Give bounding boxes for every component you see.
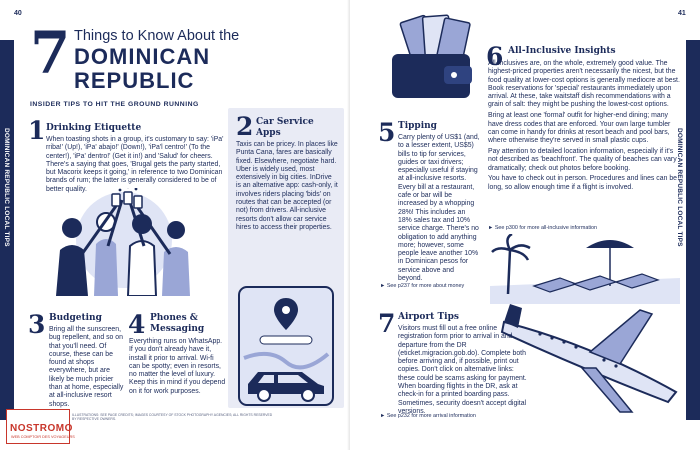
side-tab-text-right: DOMINICAN REPUBLIC LOCAL TIPS — [676, 128, 683, 247]
beach-loungers-illustration — [490, 234, 680, 304]
page-title-line1: Things to Know About the — [74, 28, 240, 44]
section-1-title: Drinking Etiquette — [46, 123, 142, 133]
section-6-paragraph-1: All-inclusives are, on the whole, extremely good value. The highest-priced properties aren't necessarily the nicest, but the food quality at lower-cost options is generally mediocre at best. Book reservations for 'special' restaurants immediately upon arrival. At these, take waitstaff dish recommendations with a grain of salt: they might be pushing the lowest-cost options. — [488, 60, 680, 109]
section-6-text — [488, 60, 680, 194]
section-4-title-line2: Messaging — [150, 324, 205, 334]
section-7-number: 7 — [378, 309, 396, 338]
side-tab-right — [686, 40, 700, 420]
section-5-text: Carry plenty of US$1 (and, to a lesser extent, US$5) bills to tip for services, guides or taxi drivers; especially useful if staying at all-inclusive resorts. Every bill at a restaurant, cafe or bar will be increased by a whopping 28%! This includes an 18% sales tax and 10% service charge. There's no obligation to add anything more; however, some people leave another 10% in Dominican pesos for service above and beyond. — [398, 134, 480, 283]
watermark-logo — [6, 409, 75, 444]
wallet-illustration — [388, 14, 478, 100]
section-2-title-line1: Car Service — [256, 117, 314, 127]
section-3-text: Bring all the sunscreen, bug repellent, and so on that you'll need. Of course, these can be found at shops everywhere, but are likely be much pricier than at home, especially at all-inclusive resort shops. — [49, 326, 124, 408]
watermark-tagline: WEB COMPTOIR DES VOYAGEURS — [11, 435, 75, 439]
section-4-text: Everything runs on WhatsApp. If you don't already have it, install it prior to arrival. Wi-fi can be spotty; even in resorts, no matter the level of luxury. Keep this in mind if you depend on it for work purposes. — [129, 338, 226, 395]
section-2-number: 2 — [236, 112, 254, 141]
section-6-number: 6 — [486, 42, 504, 71]
section-6-paragraph-4: You have to check out in person. Procedures and lines can be long, so allow enough time if a flight is involved. — [488, 175, 677, 191]
section-3-title: Budgeting — [49, 313, 102, 323]
section-2-text: Taxis can be pricey. In places like Punta Cana, fares are basically fixed. Elsewhere, negotiate hard. Uber is widely used, most extensively in big cities. InDrive is an alternative app: cash-only, it involves riders placing 'bids' on routes that can be accepted (or not) from drivers. All-inclusive resorts don't allow car service hires to access their properties. — [236, 141, 338, 231]
right-page — [350, 0, 700, 450]
section-5-number: 5 — [378, 118, 396, 147]
section-6-paragraph-2: Bring at least one 'formal' outfit for higher-end dining; many have dress codes that are enforced. Your own large tumbler can come in handy for drinks at resort beach and pool bars, where otherwise they're served in small plastic cups. — [488, 112, 671, 145]
section-1-text: When toasting shots in a group, it's customary to say: 'iPa' rriba!' (Up!), 'iPa' abajo!' (Down!), 'iPa'l centro!' (To the center!), 'iPa' dentro!' (Get it in!) and 'Salud' for cheers. There's a saying that goes, 'Brugal gets the party started, but Macorix keeps it going,' in reference to two Dominican brands of rum; the latter is generally considered to be of better quality. — [46, 136, 224, 193]
page-number-left: 40 — [14, 10, 22, 17]
side-tab-text-left: DOMINICAN REPUBLIC LOCAL TIPS — [3, 128, 10, 247]
photo-credits: ILLUSTRATIONS: SEE PAGE CREDITS; IMAGES COURTESY OF STOCK PHOTOGRAPHY AGENCIES; ALL RIGHTS RESERVED BY RESPECTIVE OWNERS. — [72, 413, 273, 422]
toasting-friends-illustration — [24, 188, 224, 296]
section-7-text: Visitors must fill out a free online registration form prior to arrival in and departure from the DR (eticket.migracion.gob.do). Complete both before arriving and, if possible, print out copies. Don't click on alternative links: these could be scams asking for payment. When boarding flights in the DR, ask at check-in for a printed boarding pass. Sometimes, security doesn't accept digital versions. — [398, 325, 527, 415]
header-number: 7 — [30, 19, 71, 87]
kicker: INSIDER TIPS TO HIT THE GROUND RUNNING — [30, 101, 199, 108]
phone-illustration — [238, 286, 334, 406]
section-6-title: All-Inclusive Insights — [508, 46, 616, 56]
section-4-title-line1: Phones & — [150, 313, 198, 323]
page-title-line2: DOMINICAN — [74, 44, 211, 69]
section-7-cross-reference: ► See p232 for more arrival information — [380, 413, 476, 419]
section-7-title: Airport Tips — [398, 312, 459, 322]
section-4-number: 4 — [128, 310, 146, 339]
watermark-brand: NOSTROMO — [10, 423, 73, 434]
page-title-line3: REPUBLIC — [74, 68, 195, 93]
section-6-cross-reference: ► See p300 for more all-inclusive information — [488, 225, 598, 231]
section-2-title-line2: Apps — [256, 128, 281, 138]
section-1-number: 1 — [28, 116, 46, 145]
section-5-cross-reference: ► See p237 for more about money — [380, 283, 465, 289]
section-6-paragraph-3: Pay attention to detailed location information, especially if it's not described as 'beachfront'. The quality of beaches can vary dramatically; check out photos before booking. — [488, 147, 677, 172]
section-5-title: Tipping — [398, 121, 437, 131]
rideshare-map-icon — [240, 288, 332, 404]
page-number-right: 41 — [678, 10, 686, 17]
section-3-number: 3 — [28, 310, 46, 339]
